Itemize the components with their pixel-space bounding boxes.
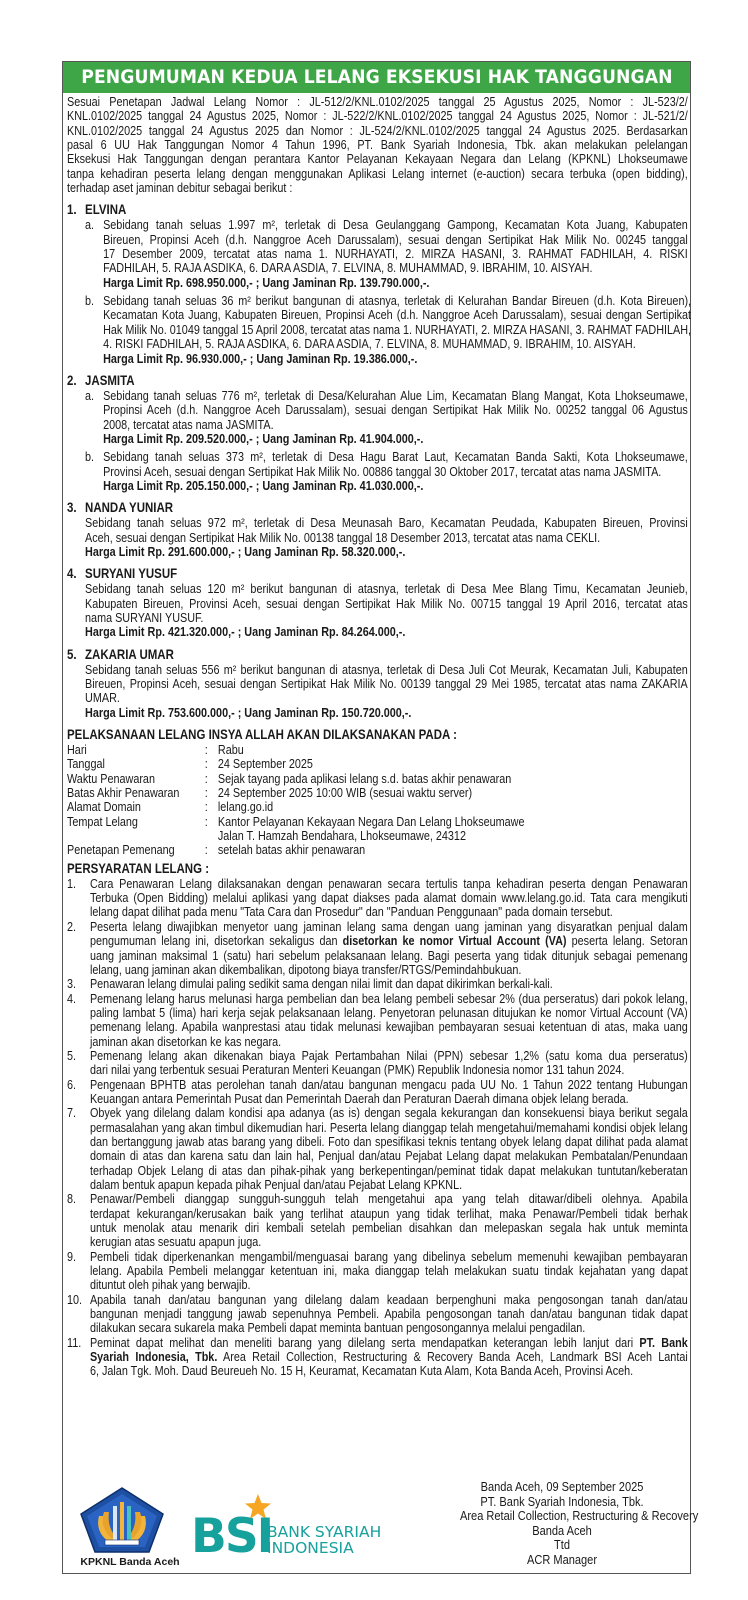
text-line: Obyek yang dilelang dalam kondisi apa adanya (as is) dengan segala kekurangan dan konsekuensi biaya berikut segala — [89, 1105, 688, 1121]
intro-paragraph — [67, 95, 688, 195]
text-line: 2008, tercatat atas nama JASMITA. — [103, 416, 274, 432]
bsi-fullname-line-1: BANK SYARIAH — [267, 1523, 382, 1541]
bold-segment: Syariah Indonesia, Tbk. — [89, 1349, 218, 1365]
debtor-name: SURYANI YUSUF — [85, 565, 178, 582]
text-line: Pembeli tidak diperkenankan mengambil/menguasai barang yang dibelinya sebelum memenuhi kewajiban pembayaran — [89, 1248, 688, 1264]
text-line: nama SURYANI YUSUF. — [85, 609, 204, 625]
signature-block — [442, 1479, 699, 1567]
schedule-value — [218, 786, 688, 800]
text-line: dari nilai yang terbentuk sesuai Peraturan Menteri Keuangan (PMK) Republik Indonesia nomor 131 tahun 2024. — [89, 1062, 625, 1078]
text-line: jaminan akan disetorkan ke kas negara. — [89, 1033, 282, 1049]
requirement-item — [67, 920, 688, 977]
requirement-number: 8. — [67, 1191, 77, 1207]
bsi-wordmark: BSI — [191, 1509, 273, 1564]
schedule-value — [218, 757, 688, 771]
debtor-name: ELVINA — [85, 201, 127, 218]
announcement-frame — [62, 61, 699, 1574]
debtor-heading — [67, 201, 688, 218]
text-line: Eksekusi Hak Tanggungan dengan perantara Kantor Pelayanan Kekayaan Negara dan Lelang (KPKNL) Lhokseumawe — [67, 151, 688, 167]
requirement-number: 1. — [67, 875, 77, 891]
text-line: Sebidang tanah seluas 972 m², terletak di Desa Meunasah Baro, Kecamatan Peudada, Kabupaten Bireuen, Provinsi — [85, 515, 688, 531]
text-line: Bireuen, Propinsi Aceh, sesuai dengan Sertipikat Hak Milik No. 00139 tanggal 29 Mei 1985, tercatat atas nama ZAKARIA — [85, 676, 688, 691]
asset-price: Harga Limit Rp. 421.320.000,- ; Uang Jaminan Rp. 84.264.000,-. — [85, 624, 406, 640]
text-line — [90, 1336, 688, 1350]
asset-price: Harga Limit Rp. 209.520.000,- ; Uang Jaminan Rp. 41.904.000,-. — [103, 430, 424, 446]
requirement-text — [90, 977, 688, 991]
requirement-text — [90, 1293, 688, 1336]
schedule-colon: : — [204, 799, 208, 815]
text-line: Cara Penawaran Lelang dilaksanakan dengan penawaran secara tertulis tanpa kehadiran peserta dengan Penawaran — [89, 875, 688, 891]
text-line: terhadap Objek Lelang di atas dan pihak-pihak yang berkepentingan/peminat tidak dapat melakukan tuntutan/keberatan — [89, 1162, 688, 1178]
requirement-text — [90, 1336, 688, 1379]
text-line: Keuangan antara Pemerintah Pusat dan Pemerintah Daerah dan Peraturan Daerah dimana objek lelang berada. — [89, 1090, 629, 1106]
schedule-label: Hari — [67, 742, 87, 758]
spacer — [67, 559, 688, 563]
announcement-title: PENGUMUMAN KEDUA LELANG EKSEKUSI HAK TANGGUNGAN — [80, 67, 673, 88]
requirement-item — [67, 1192, 688, 1249]
asset-item — [67, 293, 692, 366]
debtor-heading — [67, 499, 688, 516]
text-line: 17 Desember 2009, tercatat atas nama 1. NURHAYATI, 2. MIRZA HASANI, 3. RAHMAT FADHILAH, 4. RISKI — [103, 246, 688, 262]
schedule-value-line: Kantor Pelayanan Kekayaan Negara Dan Lelang Lhokseumawe — [217, 813, 525, 829]
asset-price: Harga Limit Rp. 753.600.000,- ; Uang Jaminan Rp. 150.720.000,-. — [85, 704, 412, 720]
schedule-label: Batas Akhir Penawaran — [67, 785, 180, 801]
text-line: dilakukan secara sukarela maka Pembeli dapat meminta bantuan pengosongannya melalui pengadilan. — [89, 1320, 586, 1336]
schedule-value-line: Sejak tayang pada aplikasi lelang s.d. batas akhir penawaran — [217, 770, 512, 786]
requirement-number: 10. — [67, 1291, 83, 1307]
schedule-colon: : — [204, 770, 208, 786]
text-line: Hak Milik No. 01049 tanggal 15 April 2008, tercatat atas nama 1. NURHAYATI, 2. MIRZA HASANI, 3. RAHMAT FADHILAH, — [103, 321, 692, 337]
announcement-body — [67, 94, 692, 1379]
requirement-number: 9. — [67, 1248, 77, 1264]
schedule-value — [218, 800, 688, 814]
asset-item — [67, 218, 688, 290]
text-line: lelang dapat dilihat pada menu "Tata Cara dan Prosedur" dan "Panduan Penggunaan" pada domain tersebut. — [89, 904, 613, 920]
schedule-row — [67, 800, 688, 814]
schedule-row — [67, 743, 688, 757]
spacer — [67, 640, 688, 644]
bsi-fullname — [267, 1524, 381, 1556]
schedule-colon: : — [204, 785, 208, 801]
spacer — [67, 493, 688, 497]
text-line: 6, Jalan Tgk. Moh. Daud Beureueh No. 15 H, Keuramat, Kecamatan Kuta Alam, Kota Banda Aceh, Provinsi Aceh. — [89, 1363, 634, 1379]
text-line: pemenang lelang. Apabila wanprestasi atau tidak melunasi kewajiban pembayaran sesuai ketentuan di atas, maka uang — [89, 1019, 688, 1035]
bold-segment: PT. Bank — [639, 1334, 688, 1350]
schedule-label: Penetapan Pemenang — [67, 842, 175, 858]
requirement-number: 5. — [67, 1047, 77, 1063]
requirement-item — [67, 1049, 688, 1078]
schedule-row — [67, 786, 688, 800]
schedule-value — [218, 772, 688, 786]
schedule-value-line: lelang.go.id — [217, 799, 274, 815]
requirement-text — [90, 1106, 688, 1192]
text-line: Peserta lelang diwajibkan menyetor uang jaminan lelang sama dengan uang jaminan yang disyaratkan penjual dalam — [89, 918, 688, 934]
debtor-number: 4. — [67, 565, 77, 582]
text-line: Sebidang tanah seluas 1.997 m², terletak di Desa Geulanggang Gampong, Kecamatan Kota Juang, Kabupaten — [103, 217, 688, 233]
schedule-value — [218, 743, 688, 757]
asset-description — [103, 389, 688, 446]
text-line: UMAR. — [85, 690, 120, 706]
text-line: KNL.0102/2025 tanggal 24 Agustus 2025 dan Nomor : JL-524/2/KNL.0102/2025 tanggal 24 Agustus 2025. Berdasarkan — [67, 122, 688, 138]
text-line: Sebidang tanah seluas 36 m² berikut bangunan di atasnya, terletak di Kelurahan Bandar Bireuen (d.h. Kota Bireuen), — [103, 293, 692, 309]
text-line: bangunan menjadi tanggung jawab sepenuhnya Pembeli. Apabila pengosongan tanah dan/atau bangunan tidak dapat — [89, 1306, 688, 1322]
text-line: Pengenaan BPHTB atas perolehan tanah dan/atau bangunan mengacu pada UU No. 1 Tahun 2022 tentang Hubungan — [89, 1076, 688, 1092]
bsi-logo — [191, 1490, 411, 1564]
debtor-name: JASMITA — [85, 371, 135, 388]
requirement-text — [90, 1250, 688, 1293]
text-line — [90, 1350, 688, 1364]
requirement-item — [67, 977, 688, 991]
text-line: FADHILAH, 5. RAJA ASDIKA, 6. DARA ASDIA, 7. ELVINA, 8. MUHAMMAD, 9. IBRAHIM, 10. AISYAH. — [103, 260, 593, 276]
requirement-text — [90, 920, 688, 977]
requirement-number: 3. — [67, 976, 77, 992]
asset-item — [67, 389, 688, 446]
asset-item — [67, 450, 688, 493]
requirement-number: 6. — [67, 1076, 77, 1092]
requirement-item — [67, 1250, 688, 1293]
text-line: paling lambat 5 (lima) hari kerja sejak pelaksanaan lelang. Penyetoran pelunasan ditujukan ke nomor Virtual Account (VA) — [89, 1004, 688, 1020]
sign-division: Area Retail Collection, Restructuring & Recovery — [460, 1508, 699, 1523]
text-line: lelang. Apabila Pembeli melanggar ketentuan ini, maka dianggap telah melakukan suatu tindak kejahatan yang dapat — [89, 1263, 688, 1279]
text-segment: pengumuman lelang ini, disetorkan sekaligus dan — [89, 933, 343, 949]
sign-ttd: Ttd — [554, 1537, 570, 1552]
text-line: Pemenang lelang harus melunasi harga pembelian dan bea lelang pembeli sebesar 2% (dua perseratus) dari pokok lelang, — [89, 990, 688, 1006]
schedule-title: PELAKSANAAN LELANG INSYA ALLAH AKAN DILAKSANAKAN PADA : — [67, 726, 457, 743]
asset-description — [67, 516, 688, 559]
text-line: permasalahan yang akan timbul dikemudian hari. Peserta lelang dianggap telah mengetahui/memahami kondisi objek lelang — [89, 1119, 688, 1135]
schedule-colon: : — [204, 742, 208, 758]
spacer — [67, 720, 688, 724]
schedule-colon: : — [204, 756, 208, 772]
schedule-colon: : — [204, 842, 208, 858]
schedule-value-line: Jalan T. Hamzah Bendahara, Lhokseumawe, 24312 — [217, 828, 466, 844]
schedule-value-line: 24 September 2025 10:00 WIB (sesuai waktu server) — [217, 785, 473, 801]
schedule-label: Alamat Domain — [67, 799, 141, 815]
text-line: terdapat kekurangan/kerusakan baik yang terlihat ataupun yang tidak terlihat, maka Penawar/Pembeli tidak berhak — [89, 1205, 688, 1221]
text-line: Propinsi Aceh (d.h. Nanggroe Aceh Darussalam), sesuai dengan Sertipikat Hak Milik No. 00252 tanggal 06 Agustus — [103, 402, 688, 418]
asset-price: Harga Limit Rp. 96.930.000,- ; Uang Jaminan Rp. 19.386.000,-. — [103, 350, 418, 366]
schedule-label: Tempat Lelang — [67, 813, 138, 829]
sign-city: Banda Aceh — [532, 1522, 592, 1538]
schedule-row — [67, 772, 688, 786]
text-line: Sebidang tanah seluas 373 m², terletak di Desa Hagu Barat Laut, Kecamatan Banda Sakti, Kota Lhokseumawe, — [103, 449, 688, 465]
text-line: pasal 6 UU Hak Tanggungan Nomor 4 Tahun 1996, PT. Bank Syariah Indonesia, Tbk. akan melakukan pelelangan — [67, 137, 688, 153]
requirement-text — [90, 992, 688, 1049]
schedule-value — [218, 815, 688, 844]
text-line: lelang, uang jaminan akan dikembalikan, dipotong biaya transfer/RTGS/Pemindahbukuan. — [89, 961, 522, 977]
schedule-value — [218, 843, 688, 857]
text-line — [90, 934, 688, 948]
debtor-number: 3. — [67, 499, 77, 516]
sign-title: ACR Manager — [526, 1551, 598, 1567]
asset-description — [67, 582, 688, 639]
schedule-value-line: 24 September 2025 — [217, 756, 313, 772]
requirement-item — [67, 1078, 688, 1107]
text-line: dituntut oleh pihak yang berwajib. — [89, 1277, 251, 1293]
text-line: Penawar/Pembeli dianggap sungguh-sungguh telah mengetahui apa yang telah ditawar/dibeli olehnya. Apabila — [89, 1191, 688, 1207]
asset-letter: b. — [85, 449, 95, 465]
text-line: tanpa kehadiran peserta lelang dengan menggunakan Aplikasi Lelang internet (e-auction) secara terbuka (open bidding), — [67, 165, 688, 181]
sign-company: PT. Bank Syariah Indonesia, Tbk. — [480, 1493, 644, 1509]
text-line: Pemenang lelang akan dikenakan biaya Pajak Pertambahan Nilai (PPN) sebesar 1,2% (satu koma dua perseratus) — [89, 1047, 688, 1063]
text-line: kerugian atas sesuatu apapun juga. — [89, 1234, 262, 1250]
requirement-item — [67, 1106, 688, 1192]
text-line: Penawaran lelang dimulai paling sedikit sama dengan nilai limit dan dapat dikirimkan berkali-kali. — [89, 976, 553, 992]
asset-letter: a. — [85, 387, 95, 403]
schedule-label: Waktu Penawaran — [67, 770, 155, 786]
debtor-heading — [67, 565, 688, 582]
requirement-text — [90, 877, 688, 920]
announcement-footer — [63, 1479, 699, 1572]
spacer — [67, 366, 688, 370]
asset-description — [67, 663, 688, 720]
requirement-text — [90, 1049, 688, 1078]
text-line: Terbuka (Open Bidding) melalui aplikasi yang dapat diakses pada alamat domain www.lelang.go.id. Tata cara mengikuti — [89, 890, 688, 906]
debtor-number: 1. — [67, 201, 77, 218]
kpknl-label: KPKNL Banda Aceh — [80, 1556, 180, 1568]
debtor-number: 2. — [67, 371, 77, 388]
spacer — [67, 195, 688, 199]
requirement-text — [90, 1192, 688, 1249]
requirement-item — [67, 1336, 688, 1379]
text-line: dalam bentuk apapun kepada pihak Penjual dan/atau Pejabat Lelang KPKNL. — [89, 1177, 463, 1192]
bsi-fullname-line-2: INDONESIA — [267, 1539, 354, 1557]
kpknl-logo — [77, 1486, 180, 1568]
text-segment: Area Retail Collection, Restructuring & Recovery Banda Aceh, Landmark BSI Aceh Lantai — [217, 1349, 688, 1365]
requirement-number: 4. — [67, 990, 77, 1006]
text-line: Sesuai Penetapan Jadwal Lelang Nomor : JL-512/2/KNL.0102/2025 tanggal 25 Agustus 2025, Nomor : JL-523/2/ — [67, 94, 688, 109]
text-line: terhadap aset jaminan debitur sebagai berikut : — [67, 180, 293, 196]
requirements-title: PERSYARATAN LELANG : — [67, 859, 210, 876]
debtor-number: 5. — [67, 645, 77, 662]
text-line: Bireuen, Propinsi Aceh (d.h. Nanggroe Aceh Darussalam), sesuai dengan Sertipikat Hak Milik No. 00245 tanggal — [103, 231, 688, 247]
schedule-value-line: Rabu — [217, 742, 244, 758]
requirement-number: 2. — [67, 918, 77, 934]
asset-price: Harga Limit Rp. 291.600.000,- ; Uang Jaminan Rp. 58.320.000,-. — [85, 543, 406, 559]
kemenkeu-emblem-icon — [77, 1486, 167, 1556]
requirement-number: 11. — [67, 1334, 82, 1350]
text-line: Kabupaten Bireuen, Provinsi Aceh, sesuai dengan Sertipikat Hak Milik No. 00715 tanggal 19 April 2016, tercatat atas — [85, 595, 688, 611]
debtor-heading — [67, 646, 688, 663]
requirement-item — [67, 992, 688, 1049]
schedule-row — [67, 757, 688, 771]
text-line: Sebidang tanah seluas 776 m², terletak di Desa/Kelurahan Alue Lim, Kecamatan Blang Mangat, Kota Lhokseumawe, — [103, 387, 688, 403]
asset-description — [103, 218, 688, 290]
text-line: untuk menolak atau menarik diri kembali setelah pembelian disahkan dan melepaskan segala hak untuk meminta — [89, 1220, 688, 1236]
text-line: Kecamatan Kota Juang, Kabupaten Bireuen, Propinsi Aceh (d.h. Nanggroe Aceh Darussalam), sesuai dengan Sertipikat — [103, 307, 692, 323]
asset-letter: b. — [85, 293, 95, 309]
asset-letter: a. — [85, 217, 95, 233]
announcement-header — [63, 62, 690, 93]
schedule-colon: : — [204, 813, 208, 829]
requirement-item — [67, 877, 688, 920]
asset-description — [103, 450, 688, 493]
asset-price: Harga Limit Rp. 205.150.000,- ; Uang Jaminan Rp. 41.030.000,-. — [103, 477, 424, 493]
text-line: Sebidang tanah seluas 556 m² berikut bangunan di atasnya, terletak di Desa Juli Cot Meurak, Kecamatan Juli, Kabupaten — [85, 661, 688, 677]
text-line: Sebidang tanah seluas 120 m² berikut bangunan di atasnya, terletak di Desa Mee Blang Timu, Kecamatan Jeunieb, — [85, 581, 688, 597]
asset-description — [103, 294, 691, 366]
text-line: Aceh, sesuai dengan Sertipikat Hak Milik No. 00138 tanggal 18 Desember 2013, tercatat atas nama CEKLI. — [85, 529, 601, 545]
text-line: Apabila tanah dan/atau bangunan yang dilelang dalam keadaan berpenghuni maka pengosongan tanah dan/atau — [89, 1291, 688, 1307]
requirement-item — [67, 1293, 688, 1336]
schedule-value-line: setelah batas akhir penawaran — [217, 842, 366, 858]
text-line: uang jaminan maksimal 1 (satu) hari sebelum pelaksanaan lelang. Bagi peserta yang tidak ditunjuk sebagai pemenang — [89, 947, 688, 963]
text-line: domain di atas dan karena satu dan lain hal, Penjual dan/atau Pejabat Lelang dapat melakukan Pembatalan/Penundaan — [89, 1148, 688, 1164]
requirement-number: 7. — [67, 1105, 77, 1121]
text-line: dan bertanggung jawab atas barang yang dibeli. Foto dan spesifikasi teknis tentang obyek lelang dapat dilihat pada alamat — [89, 1133, 688, 1149]
schedule-row — [67, 815, 688, 844]
bold-segment: disetorkan ke nomor Virtual Account (VA) — [342, 933, 567, 949]
requirement-text — [90, 1078, 688, 1107]
text-segment: Peminat dapat melihat dan meneliti barang yang dilelang serta mendapatkan keterangan lebih lanjut dari — [89, 1334, 640, 1350]
debtor-name: NANDA YUNIAR — [85, 499, 174, 516]
text-segment: peserta lelang. Setoran — [566, 933, 688, 949]
asset-price: Harga Limit Rp. 698.950.000,- ; Uang Jaminan Rp. 139.790.000,-. — [103, 274, 430, 290]
schedule-row — [67, 843, 688, 857]
text-line: Provinsi Aceh, sesuai dengan Sertipikat Hak Milik No. 00886 tanggal 30 Oktober 2017, tercatat atas nama JASMITA. — [103, 463, 662, 479]
schedule-label: Tanggal — [67, 756, 105, 772]
debtor-heading — [67, 372, 688, 389]
sign-place-date: Banda Aceh, 09 September 2025 — [480, 1479, 644, 1494]
text-line: 4. RISKI FADHILAH, 5. RAJA ASDIKA, 6. DARA ASDIA, 7. ELVINA, 8. MUHAMMAD, 9. IBRAHIM, 10. AISYAH. — [103, 336, 636, 352]
text-line: KNL.0102/2025 tanggal 24 Agustus 2025, Nomor : JL-522/2/KNL.0102/2025 tanggal 24 Agustus 2025, Nomor : JL-521/2/ — [67, 108, 688, 124]
debtor-name: ZAKARIA UMAR — [85, 645, 174, 662]
